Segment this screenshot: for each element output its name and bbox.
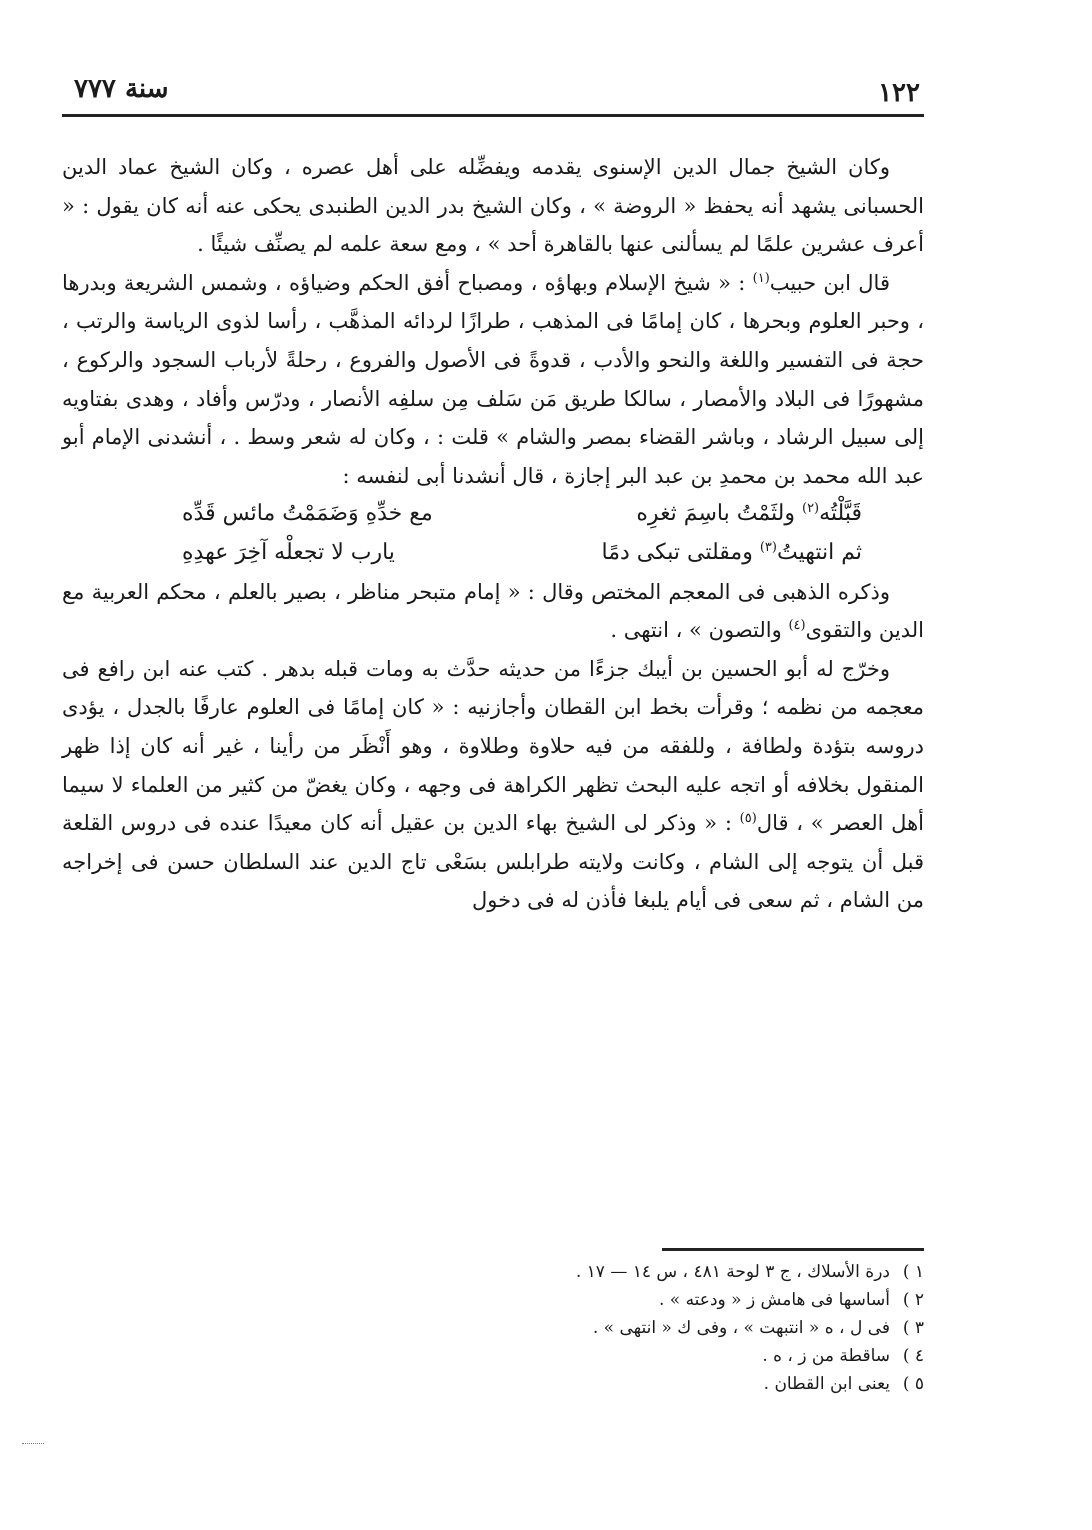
verse-2-part: ومقلتى تبكى دمًا [601, 539, 753, 565]
verse-1-part: ولثَمْتُ باسِمَ ثغرِه [636, 501, 795, 527]
running-header [62, 74, 924, 118]
footnote-text: ساقطة من ز ، ه . [762, 1346, 890, 1366]
main-text [62, 148, 924, 920]
paragraph-2-start: قال ابن حبيب [769, 270, 890, 295]
footnote-ref-4: (٤) [788, 618, 806, 634]
footnote-text: درة الأسلاك ، ج ٣ لوحة ٤٨١ ، س ١٤ — ١٧ . [575, 1262, 890, 1282]
paragraph-4-start: وخرّج له أبو الحسين بن أيبك جزءًا من حديثه حدَّث به ومات قبله بدهر . كتب عنه ابن رافع فى معجمه من نظمه ؛ وقرأت بخط ابن القطان وأجازنيه : « كان إمامًا فى العلوم عارفًا بالجدل ، يؤدى دروسه بتؤدة ولطافة ، وللفقه من فيه حلاوة وطلاوة ، وهو أَنْظَر من رأينا ، غير أنه كان إذا ظهر المنقول بخلافه أو اتجه عليه البحث تظهر الكراهة فى وجهه ، وكان يغضّ من كثير من العلماء لا سيما أهل العصر » ، قال [62, 656, 924, 836]
year-label: سنة ٧٧٧ [74, 74, 169, 104]
header-rule [62, 114, 924, 117]
footnote-item [62, 1258, 924, 1286]
footnote-number: ٤ ) [902, 1346, 924, 1366]
footnote-item [62, 1342, 924, 1370]
verse-line-2 [182, 534, 862, 573]
footnote-item [62, 1370, 924, 1398]
footnote-rule [662, 1248, 924, 1251]
footnote-number: ٢ ) [902, 1290, 924, 1310]
paragraph-3-rest: والتصون » ، انتهى . [610, 618, 782, 643]
paragraph-1: وكان الشيخ جمال الدين الإسنوى يقدمه ويفضِّله على أهل عصره ، وكان الشيخ عماد الدين الحسبانى يشهد أنه يحفظ « الروضة » ، وكان الشيخ بدر الدين الطنبدى يحكى عنه أنه كان يقول : « أعرف عشرين علمًا لم يسألنى عنها بالقاهرة أحد » ، ومع سعة علمه لم يصنِّف شيئًا . [62, 155, 924, 257]
verse-2-second-hemistich: يارب لا تجعلْه آخِرَ عهدِهِ [182, 539, 395, 565]
paragraph-4 [62, 650, 924, 920]
footnote-number: ٣ ) [902, 1318, 924, 1338]
paragraph-3 [62, 573, 924, 650]
footnote-text: يعنى ابن القطان . [763, 1374, 890, 1394]
paragraph-3-start: وذكره الذهبى فى المعجم المختص وقال : « إمام متبحر مناظر ، بصير بالعلم ، محكم العربية مع الدين والتقوى [62, 579, 924, 643]
footnote-ref-1: (١) [752, 270, 770, 286]
verse-1-first-hemistich: قَبَّلْتُه(٢) ولثَمْتُ باسِمَ ثغرِه [636, 495, 862, 534]
footnote-number: ٥ ) [902, 1374, 924, 1394]
verse-line-1 [182, 495, 862, 534]
footnote-item [62, 1314, 924, 1342]
verse-1-second-hemistich: مع خدِّهِ وَضَمَمْتُ مائس قَدِّه [182, 501, 433, 527]
page-number: ١٢٢ [878, 78, 920, 108]
paragraph-4-rest: : « وذكر لى الشيخ بهاء الدين بن عقيل أنه كان معيدًا عنده فى دروس القلعة قبل أن يتوجه إلى الشام ، وكانت ولايته طرابلس بسَعْى تاج الدين عند السلطان حسن فى إخراجه من الشام ، ثم سعى فى أيام يلبغا فأذن له فى دخول [62, 811, 924, 913]
footnote-text: فى ل ، ه « انتبهت » ، وفى ك « انتهى » . [592, 1318, 890, 1338]
footnote-number: ١ ) [902, 1262, 924, 1282]
paragraph-2-rest: : « شيخ الإسلام وبهاؤه ، ومصباح أفق الحكم وضياؤه ، وشمس الشريعة وبدرها ، وحبر العلوم وبحرها ، كان إمامًا فى المذهب ، طرازًا لردائه المذهَّب ، رأسا لذوى الرياسة والرتب ، حجة فى التفسير واللغة والنحو والأدب ، قدوةً فى الأصول والفروع ، رحلةً لأرباب السجود والركوع ، مشهورًا فى البلاد والأمصار ، سالكا طريق مَن سَلف مِن سلفِه الأنصار ، ودرّس وأفاد ، وهدى بفتاويه إلى سبيل الرشاد ، وباشر القضاء بمصر والشام » قلت : ، وكان له شعر وسط . ، أنشدنى الإمام أبو عبد الله محمد بن محمدِ بن عبد البر إجازة ، قال أنشدنا أبى لنفسه : [62, 270, 924, 488]
footnotes [62, 1258, 924, 1398]
footnote-ref-5: (٥) [739, 811, 757, 827]
footnote-text: أساسها فى هامش ز « ودعته » . [658, 1290, 890, 1310]
verse-2-word: ثم انتهيتُ [776, 539, 862, 565]
book-page [62, 60, 924, 1500]
verse-2-first-hemistich: ثم انتهيتُ(٣) ومقلتى تبكى دمًا [602, 534, 862, 573]
paragraph-2 [62, 264, 924, 496]
verse-1-word: قَبَّلْتُه [819, 501, 862, 527]
footnote-item [62, 1286, 924, 1314]
scan-edge-mark [22, 1443, 44, 1444]
poem [62, 495, 924, 572]
